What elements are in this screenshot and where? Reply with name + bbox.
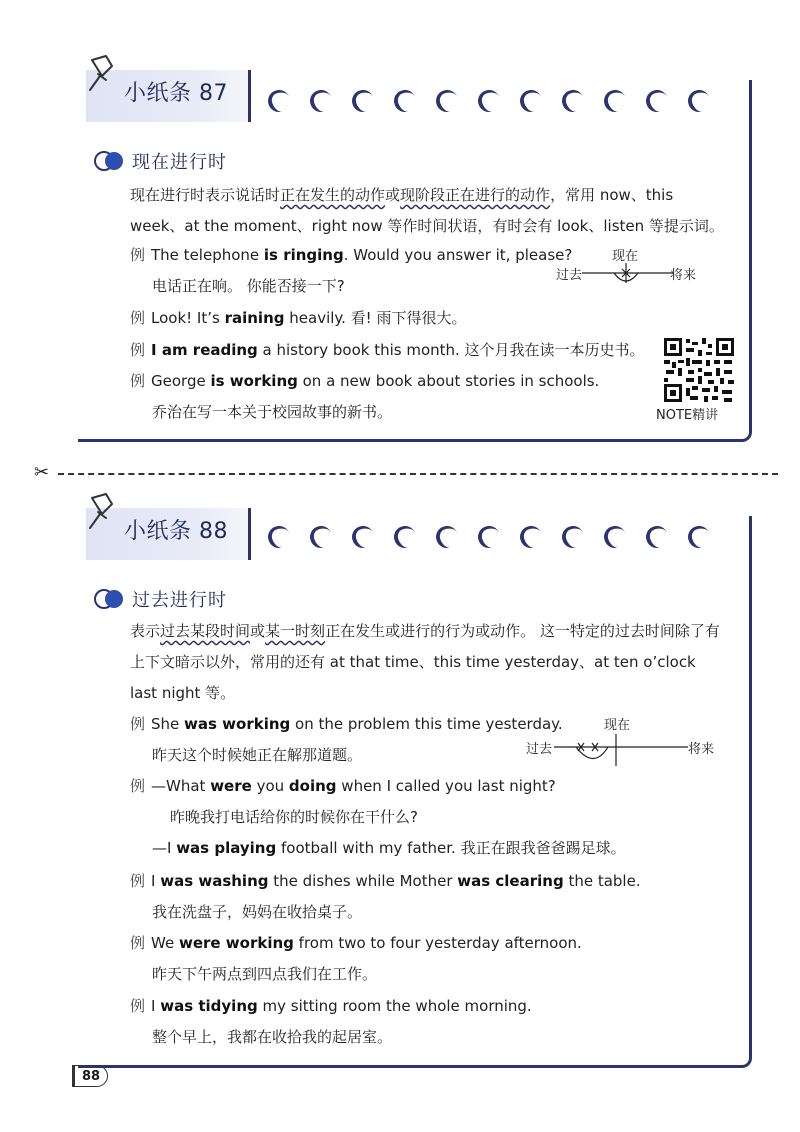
example-sentence: 例 I am reading a history book this month. 这个月我在读一本历史书。 [130, 341, 645, 359]
section-title: 现在进行时 [132, 152, 227, 173]
double-circle-icon [94, 589, 126, 609]
example-sentence: 例 She was working on the problem this time yesterday. [130, 715, 563, 733]
pushpin-icon [78, 50, 126, 98]
title-divider [248, 70, 251, 122]
example-translation: 我在洗盘子，妈妈在收拾桌子。 [152, 903, 363, 921]
scissors-icon: ✂ [34, 462, 50, 483]
page-number: 88 [72, 1065, 108, 1087]
example-translation: 昨天这个时候她正在解那道题。 [152, 746, 363, 764]
example-translation: 整个早上，我都在收拾我的起居室。 [152, 1028, 393, 1046]
rule-paragraph: 现在进行时表示说话时正在发生的动作或现阶段正在进行的动作，常用 now、this week、at the moment、right now 等作时间状语，有时会有 look、listen 等提示词。 [130, 186, 724, 235]
example-translation: 昨晚我打电话给你的时候你在干什么? [170, 808, 418, 826]
note-title-87: 小纸条 87 [124, 81, 228, 106]
timeline-diagram: 现在 过去 将来 [526, 718, 715, 757]
title-divider [248, 508, 251, 560]
example-translation: 电话正在响。 你能否接一下? [152, 277, 345, 295]
example-sentence: 例 I was washing the dishes while Mother was clearing the table. [130, 872, 641, 890]
qr-code-icon[interactable] [662, 336, 736, 404]
example-sentence: —I was playing football with my father. 我正在跟我爸爸踢足球。 [152, 839, 626, 857]
timeline-diagram: 现在 过去 将来 [556, 249, 697, 283]
pushpin-icon [78, 488, 126, 536]
example-sentence: 例 The telephone is ringing. Would you answer it, please? [130, 246, 573, 264]
cut-line [58, 473, 778, 475]
section-title: 过去进行时 [132, 590, 227, 611]
example-sentence: 例 —What were you doing when I called you last night? [130, 777, 556, 795]
example-sentence: 例 I was tidying my sitting room the whole morning. [130, 997, 532, 1015]
example-sentence: 例 George is working on a new book about stories in schools. [130, 372, 600, 390]
binder-rings [268, 526, 710, 548]
example-sentence: 例 Look! It’s raining heavily. 看! 雨下得很大。 [130, 309, 467, 327]
rule-paragraph: 表示过去某段时间或某一时刻正在发生或进行的行为或动作。 这一特定的过去时间除了有上下文暗示以外，常用的还有 at that time、this time yesterday、at ten o’clock last night 等。 [130, 622, 720, 702]
example-sentence: 例 We were working from two to four yesterday afternoon. [130, 934, 582, 952]
double-circle-icon [94, 151, 126, 171]
section-heading [94, 586, 227, 612]
example-translation: 昨天下午两点到四点我们在工作。 [152, 965, 378, 983]
example-translation: 乔治在写一本关于校园故事的新书。 [152, 403, 393, 421]
binder-rings [268, 90, 710, 112]
qr-label: NOTE精讲 [656, 408, 719, 423]
note-title-88: 小纸条 88 [124, 519, 228, 544]
section-heading [94, 148, 227, 174]
